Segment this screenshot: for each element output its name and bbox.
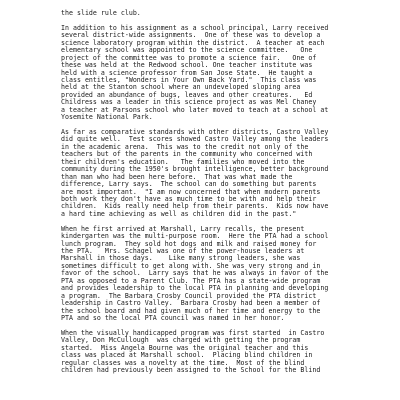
paragraph-3 (61, 129, 391, 218)
text-line: the slide rule club. (61, 9, 141, 17)
text-line: did quite well. Test scores showed Castro Valley among the leaders (61, 135, 329, 144)
text-line: a teacher at Parsons school who later moved to teach at a school at (61, 105, 329, 114)
text-line: class was placed at Marshall school. Placing blind children in (61, 351, 313, 360)
text-line: several district-wide assignments. One of these was to develop a (61, 31, 321, 40)
text-line: are most important. "I am now concerned that when modern parents (61, 187, 321, 196)
text-line: Valley, Don McCullough was charged with getting the program (61, 336, 301, 345)
text-line: both work they don't have as much time to be with and help their (61, 194, 317, 203)
text-line: In addition to his assignment as a school principal, Larry received (61, 23, 329, 32)
text-line: project of the committee was to promote a science fair. One of (61, 53, 317, 62)
text-line: their children's education. The families who moved into the (61, 157, 305, 166)
text-line: started. Miss Angela Bourne was the original teacher and this (61, 343, 309, 352)
text-line: When he first arrived at Marshall, Larry recalls, the present (61, 224, 305, 233)
text-line: than man who had been here before. That was what made the (61, 172, 293, 181)
text-line: children. Kids really need help from their parents. Kids now have (61, 202, 329, 211)
text-line: in the academic arena. This was to the credit not only of the (61, 142, 309, 151)
text-line: held at the Stanton school where an undeveloped sloping area (61, 83, 301, 92)
text-line: sometimes difficult to get along with. She was very strong and in (61, 261, 321, 270)
text-line: lunch program. They sold hot dogs and milk and raised money for (61, 239, 317, 248)
text-line: children had previously been assigned to the School for the Blind (61, 366, 321, 374)
text-line: Yosemite National Park. (61, 113, 153, 122)
text-line: these was held at the Redwood school. One teacher institute was (61, 61, 313, 70)
text-line: When the visually handicapped program was first started in Castro (61, 328, 325, 337)
text-line: elementary school was appointed to the science committee. One (61, 46, 313, 55)
text-line: PTA as opposed to a Parent Club. The PTA has a state-wide program (61, 276, 321, 285)
text-line: kindergarten was the multi-purpose room. Here the PTA had a school (61, 232, 329, 241)
text-line: Marshall in those days. Like many strong leaders, she was (61, 254, 301, 263)
text-line: Childress was a leader in this science project as was Mel Chaney (61, 98, 317, 107)
text-line: leadership in Castro Valley. Barbara Crosby had been a member of (61, 299, 321, 308)
text-line: science laboratory program within the district. A teacher at each (61, 38, 325, 47)
document-body (61, 10, 391, 382)
text-line: the PTA. Mrs. Schagel was one of the power-house leaders at (61, 247, 305, 255)
text-line: a hard time achieving as well as children did in the past." (61, 209, 297, 218)
text-line: PTA and so the local PTA council was named in her honor. (61, 313, 285, 322)
text-line: teachers but of the parents in the community who concerned with (61, 150, 313, 159)
text-line: the school board and had given much of her time and energy to the (61, 306, 321, 315)
paragraph-1 (61, 10, 391, 17)
text-line: a program. The Barbara Crosby Council provided the PTA district (61, 291, 317, 300)
text-line: As far as comparative standards with other districts, Castro Valley (61, 128, 329, 136)
text-line: difference, Larry says. The school can do something but parents (61, 180, 317, 189)
paragraph-2 (61, 25, 391, 122)
text-line: regular classes was a novelty at the time. Most of the blind (61, 358, 305, 367)
text-line: community during the 1950's brought intelligence, better background (61, 165, 329, 174)
paragraph-5 (61, 330, 391, 375)
text-line: held with a science professor from San Jose State. He taught a (61, 68, 313, 77)
text-line: favor of the school. Larry says that he was always in favor of the (61, 269, 329, 278)
text-line: provided an abundance of bugs, leaves and other creatures. Ed (61, 90, 313, 99)
text-line: and provides leadership to the local PTA in planning and developing (61, 284, 329, 293)
text-line: class entitles, "Wonders in Your Own Back Yard." This class was (61, 75, 317, 84)
paragraph-4 (61, 226, 391, 323)
